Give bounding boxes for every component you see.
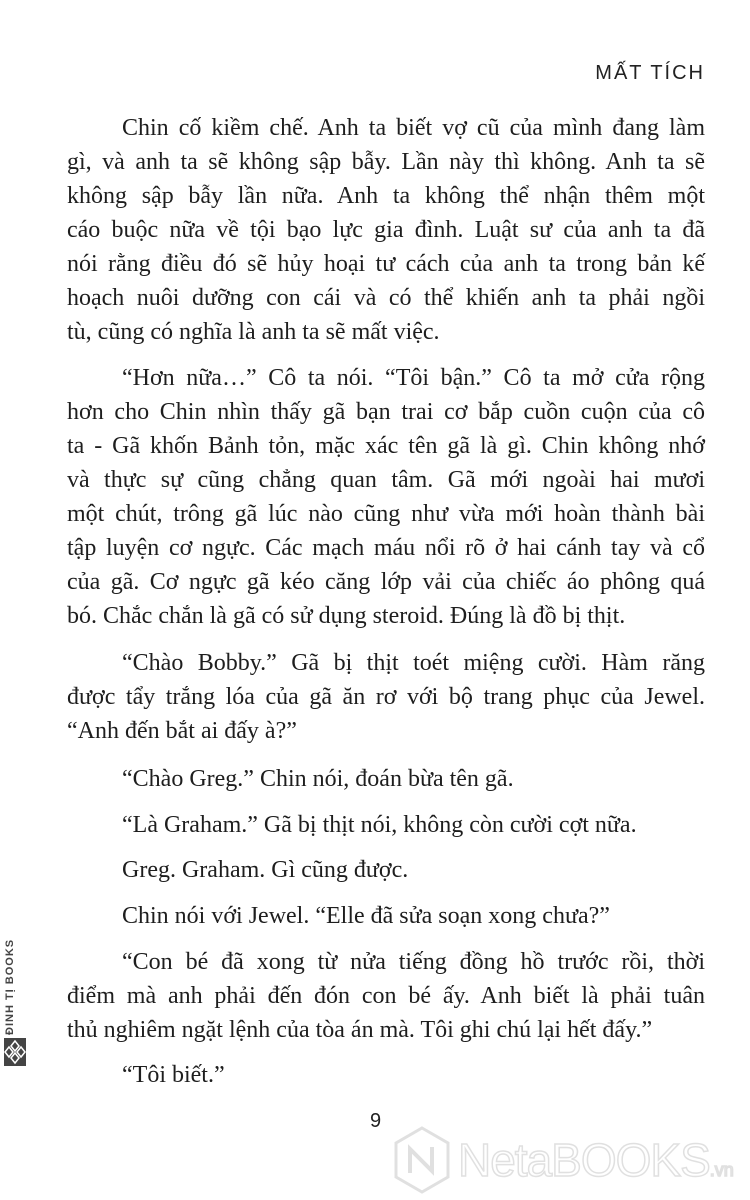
text-line: cáo buộc nữa về tội bạo lực gia đình. Luật sư của anh ta đã bbox=[67, 217, 705, 243]
publisher-name: ĐINH TỊ BOOKS bbox=[4, 938, 16, 1035]
text-line: Chin cố kiềm chế. Anh ta biết vợ cũ của mình đang làm bbox=[122, 115, 705, 141]
text-line: bó. Chắc chắn là gã có sử dụng steroid. Đúng là đồ bị thịt. bbox=[67, 603, 626, 629]
diamond-logo-icon bbox=[4, 1038, 26, 1066]
text-line: được tẩy trắng lóa của gã ăn rơ với bộ trang phục của Jewel. bbox=[67, 684, 705, 710]
text-line: một chút, trông gã lúc nào cũng như vừa mới hoàn thành bài bbox=[67, 501, 705, 527]
text-line: “Hơn nữa…” Cô ta nói. “Tôi bận.” Cô ta mở cửa rộng bbox=[122, 365, 705, 391]
text-line: tù, cũng có nghĩa là anh ta sẽ mất việc. bbox=[67, 319, 440, 345]
publisher-logo bbox=[2, 938, 24, 1057]
text-line: “Chào Bobby.” Gã bị thịt toét miệng cười. Hàm răng bbox=[122, 650, 705, 676]
text-line: Chin nói với Jewel. “Elle đã sửa soạn xong chưa?” bbox=[122, 903, 610, 929]
text-line: tập luyện cơ ngực. Các mạch máu nổi rõ ở hai cánh tay và cổ bbox=[67, 535, 705, 561]
text-line: Greg. Graham. Gì cũng được. bbox=[122, 857, 409, 883]
text-line: và thực sự cũng chẳng quan tâm. Gã mới ngoài hai mươi bbox=[67, 467, 705, 493]
text-line: ta - Gã khốn Bảnh tỏn, mặc xác tên gã là gì. Chin không nhớ bbox=[67, 433, 705, 459]
text-line: không sập bẫy lần nữa. Anh ta không thể nhận thêm một bbox=[67, 183, 705, 209]
text-line: “Con bé đã xong từ nửa tiếng đồng hồ trước rồi, thời bbox=[122, 949, 705, 975]
page-number: 9 bbox=[370, 1110, 382, 1132]
text-line: nói rằng điều đó sẽ hủy hoại tư cách của anh ta trong bản kế bbox=[67, 251, 705, 277]
text-line: hoạch nuôi dưỡng con cái và có thể khiến anh ta phải ngồi bbox=[67, 285, 705, 311]
text-line: “Là Graham.” Gã bị thịt nói, không còn cười cợt nữa. bbox=[122, 812, 637, 838]
text-line: điểm mà anh phải đến đón con bé ấy. Anh biết là phải tuân bbox=[67, 983, 705, 1009]
text-line: của gã. Cơ ngực gã kéo căng lớp vải của chiếc áo phông quá bbox=[67, 569, 705, 595]
text-line: “Chào Greg.” Chin nói, đoán bừa tên gã. bbox=[122, 766, 514, 792]
running-title: MẤT TÍCH bbox=[595, 62, 705, 84]
text-line: gì, và anh ta sẽ không sập bẫy. Lần này thì không. Anh ta sẽ bbox=[67, 149, 705, 175]
netabooks-logo-icon bbox=[392, 1125, 452, 1195]
text-line: “Anh đến bắt ai đấy à?” bbox=[67, 718, 297, 744]
watermark-text: NetaBOOKS bbox=[458, 1134, 710, 1186]
text-line: thủ nghiêm ngặt lệnh của tòa án mà. Tôi ghi chú lại hết đấy.” bbox=[67, 1017, 653, 1043]
text-line: “Tôi biết.” bbox=[122, 1062, 225, 1088]
watermark-suffix: .vn bbox=[709, 1160, 734, 1180]
text-line: hơn cho Chin nhìn thấy gã bạn trai cơ bắp cuồn cuộn của cô bbox=[67, 399, 705, 425]
watermark bbox=[392, 1125, 742, 1195]
